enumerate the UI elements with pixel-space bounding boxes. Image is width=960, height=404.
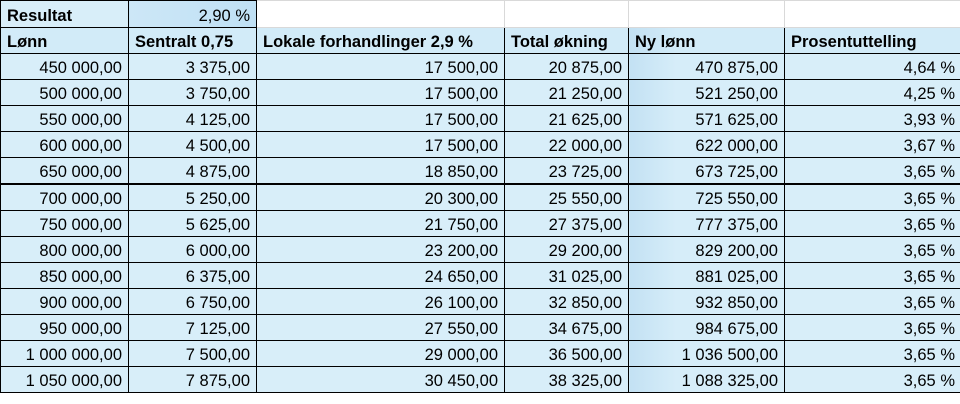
table-row — [1, 367, 960, 393]
table-cell[interactable]: 5 250,00 — [129, 184, 257, 210]
table-row — [1, 54, 960, 80]
table-cell[interactable]: 21 625,00 — [505, 106, 629, 132]
table-cell[interactable]: 550 000,00 — [1, 106, 129, 132]
summary-row — [1, 1, 960, 28]
table-cell[interactable]: 600 000,00 — [1, 132, 129, 158]
table-row — [1, 184, 960, 210]
table-cell[interactable]: 17 500,00 — [257, 106, 505, 132]
table-cell[interactable]: 3,65 % — [785, 236, 960, 262]
table-cell[interactable]: 900 000,00 — [1, 288, 129, 314]
table-row — [1, 315, 960, 341]
table-cell[interactable]: 21 750,00 — [257, 210, 505, 236]
table-cell[interactable]: 7 875,00 — [129, 367, 257, 393]
table-row — [1, 341, 960, 367]
table-cell[interactable]: 1 088 325,00 — [629, 367, 785, 393]
table-cell[interactable]: 3,93 % — [785, 106, 960, 132]
table-cell[interactable]: 34 675,00 — [505, 315, 629, 341]
table-cell[interactable]: 500 000,00 — [1, 80, 129, 106]
table-cell[interactable]: 20 875,00 — [505, 54, 629, 80]
table-cell[interactable]: 1 050 000,00 — [1, 367, 129, 393]
table-cell[interactable]: 7 500,00 — [129, 341, 257, 367]
header-cell-local[interactable]: Lokale forhandlinger 2,9 % — [257, 28, 505, 54]
sheet-body — [1, 1, 960, 393]
table-cell[interactable]: 22 000,00 — [505, 132, 629, 158]
table-cell[interactable]: 3 750,00 — [129, 80, 257, 106]
table-cell[interactable]: 6 750,00 — [129, 288, 257, 314]
table-cell[interactable]: 6 375,00 — [129, 262, 257, 288]
table-cell[interactable]: 673 725,00 — [629, 158, 785, 184]
table-cell[interactable]: 5 625,00 — [129, 210, 257, 236]
table-cell[interactable]: 571 625,00 — [629, 106, 785, 132]
header-cell-central[interactable]: Sentralt 0,75 — [129, 28, 257, 54]
table-cell[interactable]: 470 875,00 — [629, 54, 785, 80]
table-cell[interactable]: 3,65 % — [785, 288, 960, 314]
table-cell[interactable]: 23 725,00 — [505, 158, 629, 184]
empty-cell[interactable] — [505, 1, 629, 28]
result-value-cell[interactable]: 2,90 % — [129, 1, 257, 28]
table-cell[interactable]: 1 036 500,00 — [629, 341, 785, 367]
table-cell[interactable]: 3,67 % — [785, 132, 960, 158]
header-cell-total-increase[interactable]: Total økning — [505, 28, 629, 54]
table-cell[interactable]: 3,65 % — [785, 262, 960, 288]
table-cell[interactable]: 4,64 % — [785, 54, 960, 80]
table-cell[interactable]: 17 500,00 — [257, 54, 505, 80]
table-row — [1, 288, 960, 314]
empty-cell[interactable] — [629, 1, 785, 28]
table-cell[interactable]: 27 550,00 — [257, 315, 505, 341]
empty-cell[interactable] — [785, 1, 960, 28]
table-cell[interactable]: 36 500,00 — [505, 341, 629, 367]
header-cell-percent[interactable]: Prosentuttelling — [785, 28, 960, 54]
table-cell[interactable]: 17 500,00 — [257, 132, 505, 158]
table-cell[interactable]: 521 250,00 — [629, 80, 785, 106]
table-row — [1, 236, 960, 262]
table-cell[interactable]: 3,65 % — [785, 341, 960, 367]
table-cell[interactable]: 800 000,00 — [1, 236, 129, 262]
table-cell[interactable]: 7 125,00 — [129, 315, 257, 341]
table-cell[interactable]: 450 000,00 — [1, 54, 129, 80]
result-label-cell[interactable]: Resultat — [1, 1, 129, 28]
table-cell[interactable]: 777 375,00 — [629, 210, 785, 236]
table-cell[interactable]: 650 000,00 — [1, 158, 129, 184]
table-cell[interactable]: 4 875,00 — [129, 158, 257, 184]
header-cell-new-salary[interactable]: Ny lønn — [629, 28, 785, 54]
table-cell[interactable]: 30 450,00 — [257, 367, 505, 393]
table-cell[interactable]: 622 000,00 — [629, 132, 785, 158]
table-cell[interactable]: 3 375,00 — [129, 54, 257, 80]
table-row — [1, 106, 960, 132]
empty-cell[interactable] — [257, 1, 505, 28]
table-cell[interactable]: 17 500,00 — [257, 80, 505, 106]
table-cell[interactable]: 881 025,00 — [629, 262, 785, 288]
table-cell[interactable]: 3,65 % — [785, 158, 960, 184]
table-cell[interactable]: 850 000,00 — [1, 262, 129, 288]
table-cell[interactable]: 24 650,00 — [257, 262, 505, 288]
table-row — [1, 210, 960, 236]
table-cell[interactable]: 32 850,00 — [505, 288, 629, 314]
table-cell[interactable]: 984 675,00 — [629, 315, 785, 341]
table-cell[interactable]: 38 325,00 — [505, 367, 629, 393]
header-row — [1, 28, 960, 54]
table-cell[interactable]: 6 000,00 — [129, 236, 257, 262]
table-cell[interactable]: 25 550,00 — [505, 184, 629, 210]
table-cell[interactable]: 4 500,00 — [129, 132, 257, 158]
table-cell[interactable]: 21 250,00 — [505, 80, 629, 106]
header-cell-salary[interactable]: Lønn — [1, 28, 129, 54]
table-cell[interactable]: 23 200,00 — [257, 236, 505, 262]
table-row — [1, 132, 960, 158]
table-row — [1, 158, 960, 184]
table-cell[interactable]: 27 375,00 — [505, 210, 629, 236]
table-cell[interactable]: 29 000,00 — [257, 341, 505, 367]
table-cell[interactable]: 31 025,00 — [505, 262, 629, 288]
table-cell[interactable]: 932 850,00 — [629, 288, 785, 314]
table-cell[interactable]: 4,25 % — [785, 80, 960, 106]
table-cell[interactable]: 29 200,00 — [505, 236, 629, 262]
table-cell[interactable]: 750 000,00 — [1, 210, 129, 236]
table-cell[interactable]: 829 200,00 — [629, 236, 785, 262]
table-cell[interactable]: 18 850,00 — [257, 158, 505, 184]
table-row — [1, 262, 960, 288]
table-cell[interactable]: 950 000,00 — [1, 315, 129, 341]
table-cell[interactable]: 26 100,00 — [257, 288, 505, 314]
table-row — [1, 80, 960, 106]
table-cell[interactable]: 3,65 % — [785, 184, 960, 210]
table-cell[interactable]: 3,65 % — [785, 367, 960, 393]
table-cell[interactable]: 700 000,00 — [1, 184, 129, 210]
table-cell[interactable]: 4 125,00 — [129, 106, 257, 132]
table-cell[interactable]: 1 000 000,00 — [1, 341, 129, 367]
table-cell[interactable]: 725 550,00 — [629, 184, 785, 210]
table-cell[interactable]: 20 300,00 — [257, 184, 505, 210]
table-cell[interactable]: 3,65 % — [785, 315, 960, 341]
table-cell[interactable]: 3,65 % — [785, 210, 960, 236]
